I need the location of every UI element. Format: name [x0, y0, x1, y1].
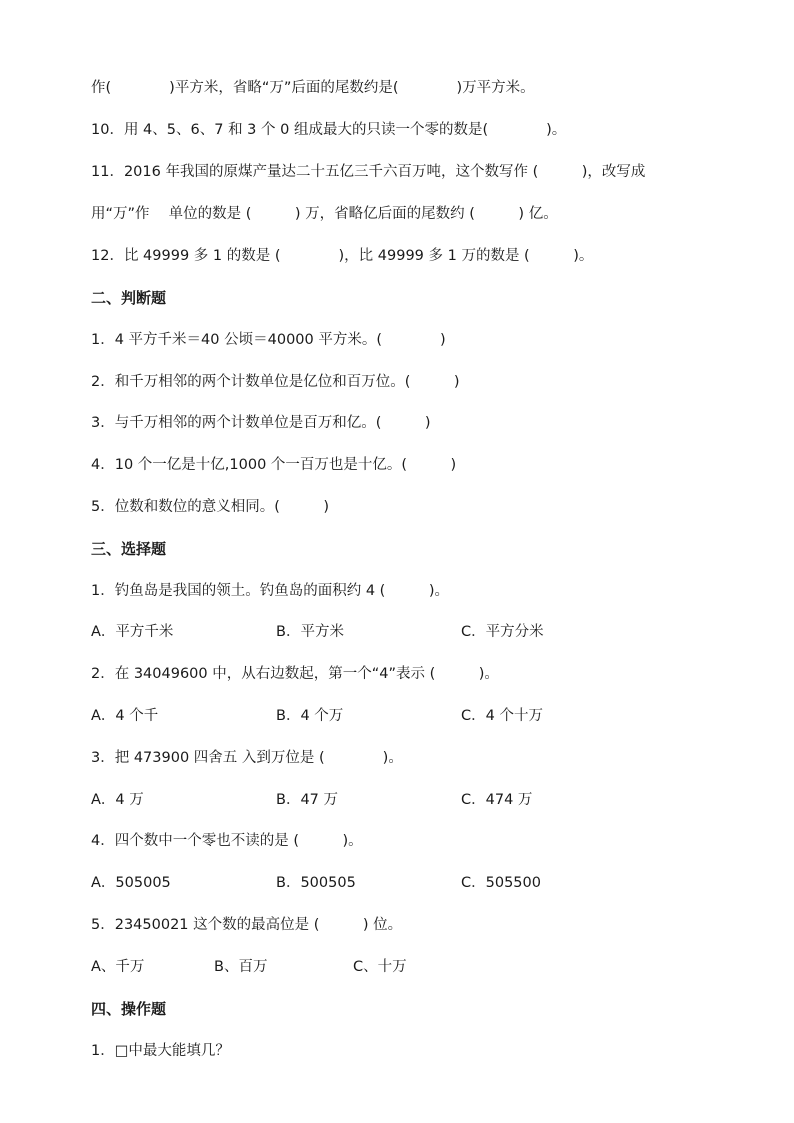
choice-question-2-option-c: C．4 个十万 — [461, 708, 543, 724]
question-11-line-2: 用“万”作 单位的数是 ( ) 万，省略亿后面的尾数约 ( ) 亿。 — [91, 206, 558, 222]
judge-item-4: 4．10 个一亿是十亿,1000 个一百万也是十亿。( ) — [91, 457, 457, 473]
operation-question-1: 1．□中最大能填几？ — [91, 1043, 230, 1059]
choice-question-3-option-a: A．4 万 — [91, 792, 144, 808]
judge-item-2: 2．和千万相邻的两个计数单位是亿位和百万位。( ) — [91, 374, 460, 390]
judge-item-5: 5．位数和数位的意义相同。( ) — [91, 499, 330, 515]
question-10: 10．用 4、5、6、7 和 3 个 0 组成最大的只读一个零的数是( )。 — [91, 122, 567, 138]
choice-question-3-stem: 3．把 473900 四舍五 入到万位是 ( )。 — [91, 750, 403, 766]
question-9-continuation: 作( )平方米，省略“万”后面的尾数约是( )万平方米。 — [91, 80, 535, 96]
section-heading-judge: 二、判断题 — [91, 289, 167, 307]
choice-question-4-stem: 4．四个数中一个零也不读的是 ( )。 — [91, 833, 363, 849]
choice-question-2-option-b: B．4 个万 — [276, 708, 344, 724]
section-heading-operation: 四、操作题 — [91, 1000, 167, 1018]
choice-question-5-option-c: C、十万 — [353, 959, 407, 975]
judge-item-1: 1．4 平方千米＝40 公顷＝40000 平方米。( ) — [91, 332, 446, 348]
choice-question-1-stem: 1．钓鱼岛是我国的领土。钓鱼岛的面积约 4 ( )。 — [91, 583, 449, 599]
choice-question-1-option-a: A．平方千米 — [91, 624, 174, 640]
choice-question-4-option-a: A．505005 — [91, 875, 171, 891]
choice-question-5-option-a: A、千万 — [91, 959, 145, 975]
choice-question-2-stem: 2．在 34049600 中，从右边数起，第一个“4”表示 ( )。 — [91, 666, 499, 682]
choice-question-3-option-c: C．474 万 — [461, 792, 533, 808]
question-12: 12．比 49999 多 1 的数是 ( )，比 49999 多 1 万的数是 ( )。 — [91, 248, 594, 264]
judge-item-3: 3．与千万相邻的两个计数单位是百万和亿。( ) — [91, 415, 431, 431]
choice-question-5-option-b: B、百万 — [214, 959, 268, 975]
choice-question-1-option-b: B．平方米 — [276, 624, 344, 640]
choice-question-1-option-c: C．平方分米 — [461, 624, 544, 640]
choice-question-5-stem: 5．23450021 这个数的最高位是 ( ) 位。 — [91, 917, 403, 933]
choice-question-4-option-b: B．500505 — [276, 875, 356, 891]
choice-question-3-option-b: B．47 万 — [276, 792, 339, 808]
choice-question-4-option-c: C．505500 — [461, 875, 541, 891]
section-heading-choice: 三、选择题 — [91, 540, 167, 558]
question-11-line-1: 11．2016 年我国的原煤产量达二十五亿三千六百万吨，这个数写作 ( )，改写成 — [91, 164, 646, 180]
choice-question-2-option-a: A．4 个千 — [91, 708, 159, 724]
